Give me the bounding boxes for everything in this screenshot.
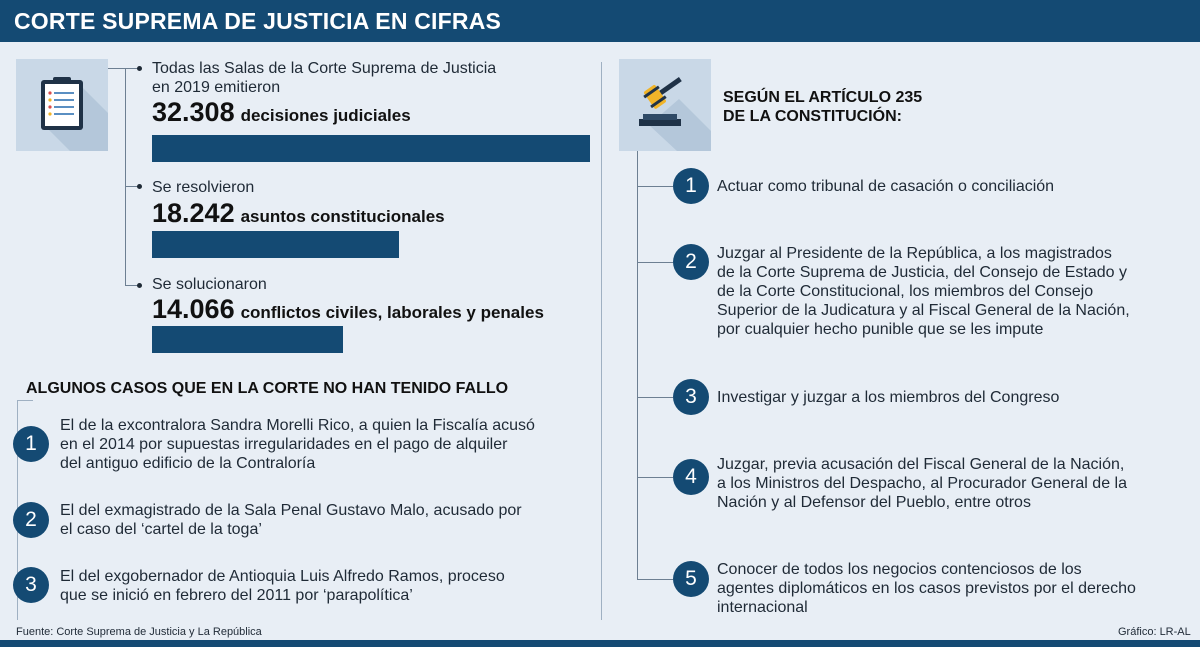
article-item-3-text [717, 388, 1059, 407]
stat-3-intro [152, 275, 267, 294]
page-title: CORTE SUPREMA DE JUSTICIA EN CIFRAS [14, 8, 502, 34]
footer-source: Fuente: Corte Suprema de Justicia y La República [16, 626, 262, 638]
article-connector-h2 [637, 262, 673, 263]
gavel-icon-box [619, 59, 711, 151]
stat-1-line-1: Todas las Salas de la Corte Suprema de Justicia [152, 60, 497, 77]
article-item-2-line-3: de la Corte Constitucional, los miembros del Consejo [717, 283, 1094, 300]
stats-connector-h1 [108, 68, 138, 69]
stat-3-number: 14.066 [152, 294, 235, 324]
stat-2-intro [152, 178, 254, 197]
article-connector-h1 [637, 186, 673, 187]
case-2-number: 2 [13, 502, 49, 538]
article-item-5-line-3: internacional [717, 599, 808, 616]
stat-2-bar [152, 231, 399, 258]
article-item-4-line-3: Nación y al Defensor del Pueblo, entre otros [717, 494, 1031, 511]
stats-dot-3 [137, 283, 142, 288]
stat-1-intro [152, 59, 496, 97]
stat-1-label: decisiones judiciales [240, 106, 411, 125]
case-1-number: 1 [13, 426, 49, 462]
cases-title: ALGUNOS CASOS QUE EN LA CORTE NO HAN TENIDO FALLO [26, 380, 509, 397]
article-item-2-line-2: de la Corte Suprema de Justicia, del Consejo de Estado y [717, 264, 1128, 281]
article-item-5-text [717, 560, 1136, 617]
article-item-4-line-1: Juzgar, previa acusación del Fiscal General de la Nación, [717, 456, 1125, 473]
stat-1-line-2: en 2019 emitieron [152, 79, 281, 96]
case-2-text [60, 501, 522, 539]
case-2-line-2: el caso del ‘cartel de la toga’ [60, 521, 262, 538]
case-1-line-3: del antiguo edificio de la Contraloría [60, 455, 316, 472]
stat-3-bar [152, 326, 343, 353]
stat-1-figure [152, 97, 411, 128]
cases-connector-top [17, 400, 33, 401]
stat-2-label: asuntos constitucionales [240, 207, 445, 226]
header-bar [0, 0, 1200, 42]
stat-2-line-1: Se resolvieron [152, 179, 255, 196]
article-item-4-text [717, 455, 1127, 512]
footer-bar [0, 640, 1200, 647]
clipboard-icon-box [16, 59, 108, 151]
article-item-2-line-1: Juzgar al Presidente de la República, a los magistrados [717, 245, 1112, 262]
stat-3-label: conflictos civiles, laborales y penales [240, 303, 544, 322]
article-title [723, 88, 922, 126]
stats-connector [125, 68, 126, 286]
article-item-1-number: 1 [673, 168, 709, 204]
article-item-3-number: 3 [673, 379, 709, 415]
article-item-5-line-1: Conocer de todos los negocios contenciosos de los [717, 561, 1082, 578]
article-item-5-line-2: agentes diplomáticos en los casos previstos por el derecho [717, 580, 1136, 597]
stat-2-number: 18.242 [152, 198, 235, 228]
case-1-line-1: El de la excontralora Sandra Morelli Rico, a quien la Fiscalía acusó [60, 417, 535, 434]
article-item-2-text [717, 244, 1130, 339]
article-item-1-line-1: Actuar como tribunal de casación o conciliación [717, 178, 1055, 195]
clipboard-icon [16, 59, 108, 151]
article-item-4-number: 4 [673, 459, 709, 495]
article-item-1-text [717, 177, 1054, 196]
case-3-line-1: El del exgobernador de Antioquia Luis Alfredo Ramos, proceso [60, 568, 505, 585]
case-3-text [60, 567, 505, 605]
column-divider [601, 62, 602, 620]
stat-1-number: 32.308 [152, 97, 235, 127]
article-connector-h4 [637, 477, 673, 478]
case-3-line-2: que se inició en febrero del 2011 por ‘parapolítica’ [60, 587, 413, 604]
stat-2-figure [152, 198, 445, 229]
article-connector-h3 [637, 397, 673, 398]
article-title-line-1: SEGÚN EL ARTÍCULO 235 [723, 89, 923, 106]
case-1-line-2: en el 2014 por supuestas irregularidades en el pago de alquiler [60, 436, 508, 453]
article-connector-h5 [637, 579, 673, 580]
footer-credit: Gráfico: LR-AL [1118, 626, 1191, 638]
stat-1-bar [152, 135, 590, 162]
article-item-4-line-2: a los Ministros del Despacho, al Procurador General de la [717, 475, 1127, 492]
article-item-2-line-5: por cualquier hecho punible que se les impute [717, 321, 1044, 338]
article-title-line-2: DE LA CONSTITUCIÓN: [723, 108, 902, 125]
article-item-5-number: 5 [673, 561, 709, 597]
article-item-2-line-4: Superior de la Judicatura y al Fiscal General de la Nación, [717, 302, 1130, 319]
case-1-text [60, 416, 535, 473]
stats-dot-1 [137, 66, 142, 71]
stats-dot-2 [137, 184, 142, 189]
article-item-2-number: 2 [673, 244, 709, 280]
stat-3-figure [152, 294, 544, 325]
case-3-number: 3 [13, 567, 49, 603]
case-2-line-1: El del exmagistrado de la Sala Penal Gustavo Malo, acusado por [60, 502, 522, 519]
gavel-icon [619, 59, 711, 151]
stat-3-line-1: Se solucionaron [152, 276, 267, 293]
article-item-3-line-1: Investigar y juzgar a los miembros del Congreso [717, 389, 1060, 406]
article-connector [637, 151, 638, 579]
